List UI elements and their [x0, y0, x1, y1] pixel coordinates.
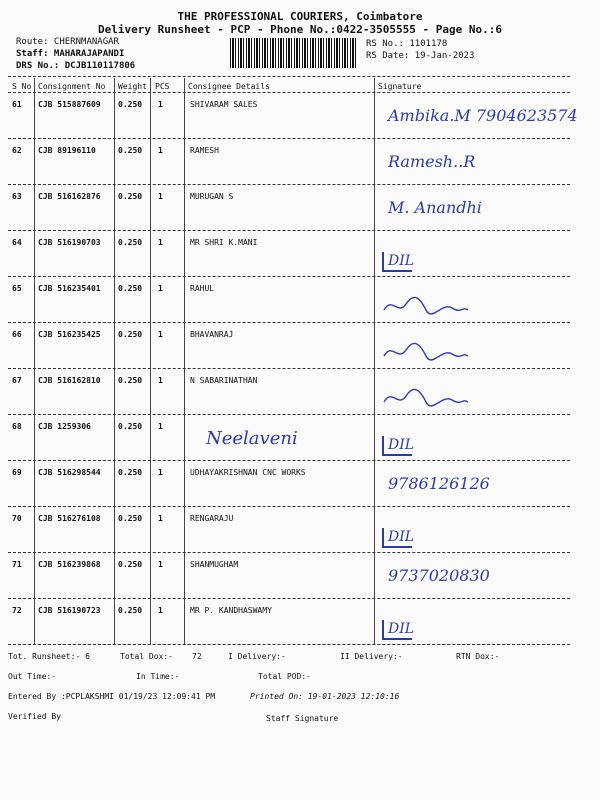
col-separator: [184, 78, 185, 644]
entered-by: Entered By :PCPLAKSHMI 01/19/23 12:09:41 PM: [8, 692, 216, 701]
col-separator: [114, 78, 115, 644]
company-name: THE PROFESSIONAL COURIERS, Coimbatore: [177, 10, 423, 23]
row-weight: 0.250: [118, 146, 143, 155]
col-weight: Weight: [118, 82, 147, 91]
signature-handwritten: 9737020830: [388, 566, 490, 585]
signature-stamp: DIL: [382, 252, 412, 272]
row-sno: 65: [12, 284, 22, 293]
row-pcs: 1: [158, 330, 163, 339]
signature-scribble: [382, 292, 472, 318]
row-pcs: 1: [158, 376, 163, 385]
row-divider: [8, 506, 570, 507]
row-consignee: UDHAYAKRISHNAN CNC WORKS: [190, 468, 306, 477]
row-consignment-no: CJB 516276108: [38, 514, 101, 523]
row-sno: 64: [12, 238, 22, 247]
row-consignee: SHANMUGHAM: [190, 560, 239, 569]
row-pcs: 1: [158, 514, 163, 523]
runsheet-subtitle: Delivery Runsheet - PCP - Phone No.:0422-3505555 - Page No.:6: [98, 23, 502, 36]
row-weight: 0.250: [118, 100, 143, 109]
printed-on: Printed On: 19-01-2023 12:10:16: [250, 692, 400, 701]
row-consignment-no: CJB 89196110: [38, 146, 96, 155]
signature-handwritten: 9786126126: [388, 474, 490, 493]
row-sno: 70: [12, 514, 22, 523]
row-weight: 0.250: [118, 422, 143, 431]
row-divider: [8, 460, 570, 461]
row-consignment-no: CJB 516298544: [38, 468, 101, 477]
col-sno: S No: [12, 82, 32, 91]
row-pcs: 1: [158, 100, 163, 109]
row-divider: [8, 368, 570, 369]
ii-delivery: II Delivery:-: [340, 652, 403, 661]
row-consignment-no: CJB 515887609: [38, 100, 101, 109]
row-consignee: MR P. KANDHASWAMY: [190, 606, 272, 615]
row-divider: [8, 414, 570, 415]
col-signature: Signature: [378, 82, 422, 91]
signature-stamp: DIL: [382, 528, 412, 548]
signature-scribble: [382, 384, 472, 410]
col-consignment: Consignment No: [38, 82, 106, 91]
row-weight: 0.250: [118, 284, 143, 293]
total-pod: Total POD:-: [258, 672, 311, 681]
row-consignee: SHIVARAM SALES: [190, 100, 258, 109]
row-sno: 61: [12, 100, 22, 109]
row-sno: 69: [12, 468, 22, 477]
row-consignee: RENGARAJU: [190, 514, 234, 523]
col-separator: [34, 78, 35, 644]
signature-handwritten: Ambika.M 7904623574: [388, 106, 578, 125]
row-sno: 71: [12, 560, 22, 569]
rtn-dox: RTN Dox:-: [456, 652, 500, 661]
barcode-image: [230, 38, 358, 68]
footer-divider: [8, 644, 570, 645]
row-consignment-no: CJB 516190703: [38, 238, 101, 247]
row-consignee: RAHUL: [190, 284, 215, 293]
row-pcs: 1: [158, 468, 163, 477]
col-separator: [150, 78, 151, 644]
row-consignee: RAMESH: [190, 146, 219, 155]
row-divider: [8, 552, 570, 553]
row-pcs: 1: [158, 192, 163, 201]
i-delivery: I Delivery:-: [228, 652, 286, 661]
row-divider: [8, 598, 570, 599]
row-weight: 0.250: [118, 238, 143, 247]
row-consignee: N SABARINATHAN: [190, 376, 258, 385]
row-consignment-no: CJB 516235401: [38, 284, 101, 293]
in-time: In Time:-: [136, 672, 180, 681]
col-consignee: Consignee Details: [188, 82, 270, 91]
row-weight: 0.250: [118, 376, 143, 385]
runsheet-meta-right: [366, 38, 474, 62]
total-dox-label: Total Dox:-: [120, 652, 173, 661]
col-separator: [374, 78, 375, 644]
row-divider: [8, 276, 570, 277]
row-weight: 0.250: [118, 560, 143, 569]
row-pcs: 1: [158, 560, 163, 569]
row-consignment-no: CJB 516235425: [38, 330, 101, 339]
row-consignee: MURUGAN S: [190, 192, 234, 201]
row-consignee: MR SHRI K.MANI: [190, 238, 258, 247]
row-sno: 66: [12, 330, 22, 339]
tot-runsheet: Tot. Runsheet:- 6: [8, 652, 90, 661]
row-divider: [8, 138, 570, 139]
row-sno: 72: [12, 606, 22, 615]
row-divider: [8, 322, 570, 323]
row-weight: 0.250: [118, 330, 143, 339]
row-weight: 0.250: [118, 468, 143, 477]
header-divider-bottom: [8, 92, 570, 93]
row-pcs: 1: [158, 146, 163, 155]
signature-scribble: [382, 338, 472, 364]
route-label: Route: CHERNMANAGAR: [16, 37, 119, 47]
staff-label: Staff: MAHARAJAPANDI: [16, 49, 125, 59]
rs-date: RS Date: 19-Jan-2023: [366, 51, 475, 61]
row-pcs: 1: [158, 606, 163, 615]
row-divider: [8, 184, 570, 185]
row-sno: 62: [12, 146, 22, 155]
row-consignment-no: CJB 516162810: [38, 376, 101, 385]
verified-by: Verified By: [8, 712, 61, 721]
out-time: Out Time:-: [8, 672, 57, 681]
staff-signature: Staff Signature: [266, 714, 339, 723]
row-consignment-no: CJB 516239868: [38, 560, 101, 569]
signature-stamp: DIL: [382, 436, 412, 456]
row-consignment-no: CJB 1259306: [38, 422, 91, 431]
row-consignee: BHAVANRAJ: [190, 330, 234, 339]
document-title: [0, 10, 600, 36]
row-consignment-no: CJB 516190723: [38, 606, 101, 615]
row-weight: 0.250: [118, 606, 143, 615]
row-divider: [8, 230, 570, 231]
col-pcs: PCS: [155, 82, 170, 91]
row-consignment-no: CJB 516162876: [38, 192, 101, 201]
row-sno: 68: [12, 422, 22, 431]
row-weight: 0.250: [118, 192, 143, 201]
row-weight: 0.250: [118, 514, 143, 523]
row-sno: 67: [12, 376, 22, 385]
signature-handwritten: Ramesh..R: [388, 152, 476, 171]
total-dox-value: 72: [192, 652, 202, 661]
signature-stamp: DIL: [382, 620, 412, 640]
drs-number: DRS No.: DCJB110117806: [16, 61, 136, 71]
signature-handwritten: Neelaveni: [206, 428, 298, 449]
runsheet-meta-left: [16, 36, 135, 72]
header-divider-top: [8, 76, 570, 77]
row-pcs: 1: [158, 238, 163, 247]
row-pcs: 1: [158, 284, 163, 293]
signature-handwritten: M. Anandhi: [388, 198, 482, 217]
row-sno: 63: [12, 192, 22, 201]
rs-number: RS No.: 1101178: [366, 39, 448, 49]
row-pcs: 1: [158, 422, 163, 431]
